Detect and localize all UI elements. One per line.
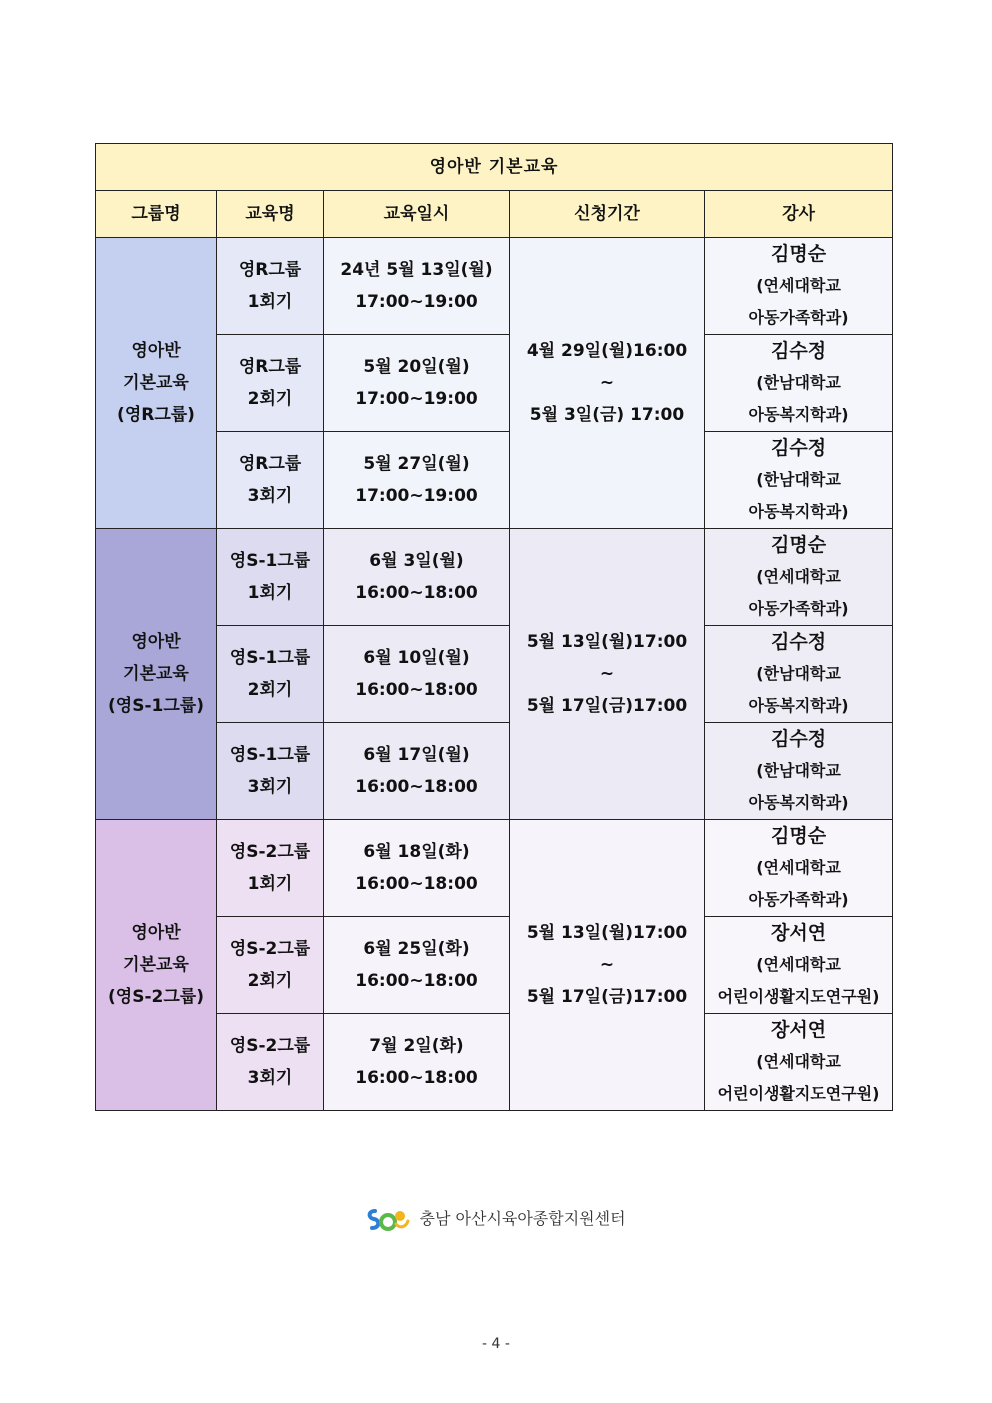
- instructor-affiliation: 아동가족학과): [748, 890, 849, 909]
- group-name-cell: [96, 820, 217, 1111]
- datetime-line: 16:00~18:00: [355, 971, 478, 991]
- datetime-line: 16:00~18:00: [355, 874, 478, 894]
- instructor-name: 김명순: [770, 825, 827, 847]
- application-period-line: ~: [599, 373, 615, 393]
- instructor-name: 김수정: [770, 728, 827, 750]
- instructor-cell: [705, 529, 893, 626]
- header-period: 신청기간: [510, 191, 705, 238]
- instructor-affiliation: 아동복지학과): [748, 405, 849, 424]
- group-name-line: 영아반: [131, 632, 181, 652]
- header-instructor: 강사: [705, 191, 893, 238]
- instructor-cell: [705, 335, 893, 432]
- header-datetime: 교육일시: [324, 191, 510, 238]
- instructor-affiliation: (한남대학교: [756, 470, 841, 489]
- group-name-line: 영아반: [131, 923, 181, 943]
- course-name-line: 영S-1그룹: [229, 648, 311, 668]
- datetime-line: 6월 18일(화): [363, 842, 470, 862]
- course-name-line: 2회기: [247, 389, 293, 409]
- datetime-line: 16:00~18:00: [355, 777, 478, 797]
- datetime-line: 16:00~18:00: [355, 1068, 478, 1088]
- datetime-cell: [324, 626, 510, 723]
- schedule-table: [95, 143, 893, 1111]
- application-period-line: 5월 3일(금) 17:00: [529, 405, 685, 425]
- datetime-line: 16:00~18:00: [355, 680, 478, 700]
- instructor-affiliation: (연세대학교: [756, 567, 841, 586]
- header-group: 그룹명: [96, 191, 217, 238]
- instructor-affiliation: (한남대학교: [756, 761, 841, 780]
- datetime-line: 6월 17일(월): [363, 745, 470, 765]
- page-number: - 4 -: [482, 1336, 510, 1352]
- datetime-line: 6월 10일(월): [363, 648, 470, 668]
- instructor-affiliation: 어린이생활지도연구원): [717, 1084, 880, 1103]
- instructor-affiliation: (한남대학교: [756, 664, 841, 683]
- datetime-line: 17:00~19:00: [355, 292, 478, 312]
- instructor-name: 장서연: [770, 1019, 827, 1041]
- datetime-line: 16:00~18:00: [355, 583, 478, 603]
- datetime-line: 6월 3일(월): [369, 551, 464, 571]
- datetime-line: 5월 20일(월): [363, 357, 470, 377]
- instructor-affiliation: 아동복지학과): [748, 696, 849, 715]
- course-name-line: 영R그룹: [238, 357, 302, 377]
- table-row: [96, 238, 893, 335]
- application-period-cell: [510, 238, 705, 529]
- instructor-name: 김명순: [770, 243, 827, 265]
- org-logo-icon: [366, 1207, 410, 1233]
- datetime-line: 7월 2일(화): [369, 1036, 464, 1056]
- datetime-cell: [324, 238, 510, 335]
- group-name-line: (영S-1그룹): [108, 696, 204, 716]
- org-logo: [0, 1206, 992, 1233]
- instructor-cell: [705, 432, 893, 529]
- course-name-cell: [217, 917, 324, 1014]
- instructor-affiliation: (연세대학교: [756, 858, 841, 877]
- datetime-line: 17:00~19:00: [355, 486, 478, 506]
- datetime-cell: [324, 917, 510, 1014]
- instructor-affiliation: 아동가족학과): [748, 308, 849, 327]
- group-name-line: (영R그룹): [117, 405, 195, 425]
- course-name-cell: [217, 1014, 324, 1111]
- instructor-name: 김수정: [770, 631, 827, 653]
- course-name-line: 영S-2그룹: [229, 939, 311, 959]
- application-period-line: 5월 17일(금)17:00: [526, 696, 688, 716]
- course-name-line: 영R그룹: [238, 454, 302, 474]
- datetime-line: 24년 5월 13일(월): [340, 260, 493, 280]
- course-name-line: 영R그룹: [238, 260, 302, 280]
- instructor-affiliation: (연세대학교: [756, 276, 841, 295]
- instructor-affiliation: (연세대학교: [756, 955, 841, 974]
- instructor-affiliation: 아동복지학과): [748, 502, 849, 521]
- datetime-cell: [324, 820, 510, 917]
- course-name-cell: [217, 723, 324, 820]
- course-name-line: 영S-2그룹: [229, 842, 311, 862]
- table-title: 영아반 기본교육: [96, 144, 893, 191]
- course-name-cell: [217, 238, 324, 335]
- course-name-line: 3회기: [247, 486, 293, 506]
- course-name-line: 영S-1그룹: [229, 551, 311, 571]
- application-period-line: ~: [599, 955, 615, 975]
- table-row: [96, 529, 893, 626]
- instructor-cell: [705, 626, 893, 723]
- instructor-affiliation: 어린이생활지도연구원): [717, 987, 880, 1006]
- instructor-affiliation: (한남대학교: [756, 373, 841, 392]
- instructor-cell: [705, 820, 893, 917]
- course-name-cell: [217, 335, 324, 432]
- group-name-line: 기본교육: [123, 373, 189, 393]
- course-name-line: 2회기: [247, 971, 293, 991]
- instructor-affiliation: (연세대학교: [756, 1052, 841, 1071]
- course-name-cell: [217, 820, 324, 917]
- table-row: [96, 820, 893, 917]
- datetime-line: 6월 25일(화): [363, 939, 470, 959]
- group-name-cell: [96, 238, 217, 529]
- course-name-cell: [217, 626, 324, 723]
- application-period-cell: [510, 529, 705, 820]
- group-name-line: 기본교육: [123, 664, 189, 684]
- instructor-cell: [705, 723, 893, 820]
- header-course: 교육명: [217, 191, 324, 238]
- instructor-affiliation: 아동가족학과): [748, 599, 849, 618]
- application-period-cell: [510, 820, 705, 1111]
- instructor-name: 김명순: [770, 534, 827, 556]
- instructor-name: 김수정: [770, 340, 827, 362]
- group-name-line: 영아반: [131, 341, 181, 361]
- instructor-cell: [705, 917, 893, 1014]
- datetime-cell: [324, 335, 510, 432]
- instructor-cell: [705, 238, 893, 335]
- course-name-cell: [217, 529, 324, 626]
- instructor-name: 장서연: [770, 922, 827, 944]
- instructor-cell: [705, 1014, 893, 1111]
- course-name-line: 1회기: [247, 874, 293, 894]
- course-name-line: 3회기: [247, 1068, 293, 1088]
- instructor-affiliation: 아동복지학과): [748, 793, 849, 812]
- course-name-line: 3회기: [247, 777, 293, 797]
- course-name-cell: [217, 432, 324, 529]
- datetime-cell: [324, 432, 510, 529]
- datetime-line: 17:00~19:00: [355, 389, 478, 409]
- group-name-cell: [96, 529, 217, 820]
- group-name-line: (영S-2그룹): [108, 987, 204, 1007]
- datetime-cell: [324, 529, 510, 626]
- datetime-line: 5월 27일(월): [363, 454, 470, 474]
- course-name-line: 영S-1그룹: [229, 745, 311, 765]
- course-name-line: 1회기: [247, 583, 293, 603]
- application-period-line: 5월 17일(금)17:00: [526, 987, 688, 1007]
- group-name-line: 기본교육: [123, 955, 189, 975]
- course-name-line: 1회기: [247, 292, 293, 312]
- course-name-line: 영S-2그룹: [229, 1036, 311, 1056]
- instructor-name: 김수정: [770, 437, 827, 459]
- application-period-line: 5월 13일(월)17:00: [526, 923, 688, 943]
- application-period-line: ~: [599, 664, 615, 684]
- course-name-line: 2회기: [247, 680, 293, 700]
- application-period-line: 5월 13일(월)17:00: [526, 632, 688, 652]
- datetime-cell: [324, 723, 510, 820]
- application-period-line: 4월 29일(월)16:00: [526, 341, 688, 361]
- org-name: 충남 아산시육아종합지원센터: [419, 1209, 626, 1228]
- datetime-cell: [324, 1014, 510, 1111]
